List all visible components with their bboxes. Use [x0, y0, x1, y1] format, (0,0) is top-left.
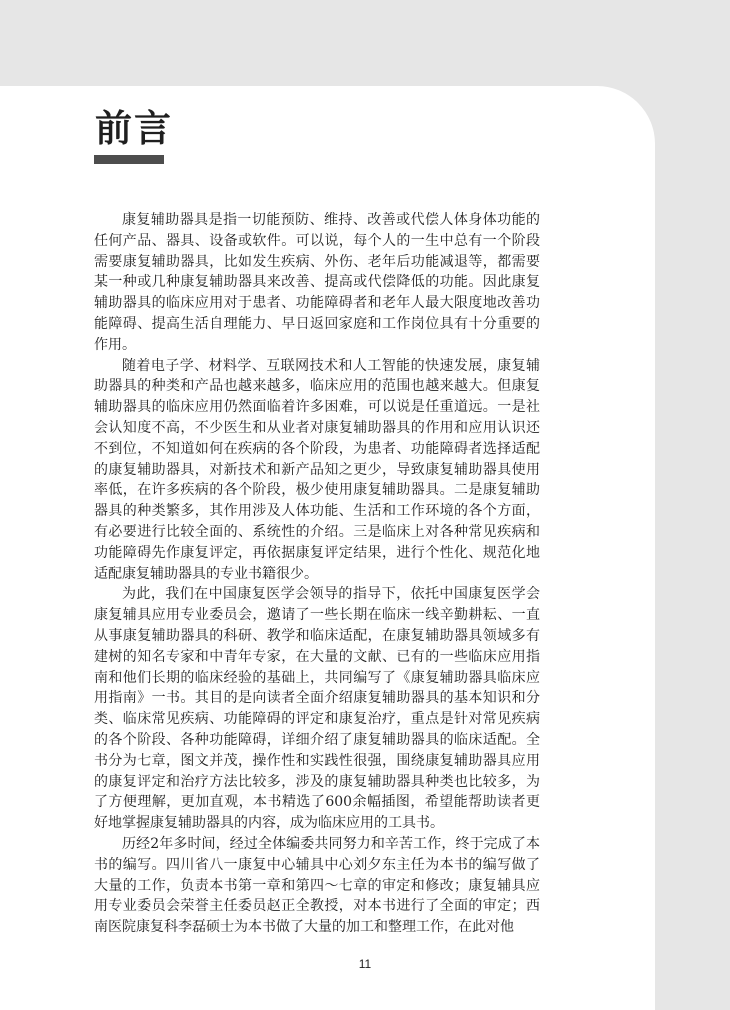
- page-number: 11: [358, 957, 372, 971]
- paragraph-4: 历经2年多时间，经过全体编委共同努力和辛苦工作，终于完成了本书的编写。四川省八一康复中心辅具中心刘夕东主任为本书的编写做了大量的工作，负责本书第一章和第四～七章的审定和修改；康复辅具应用专业委员会荣誉主任委员赵正全教授，对本书进行了全面的审定；西南医院康复科李磊硕士为本书做了大量的加工和整理工作，在此对他: [94, 835, 540, 936]
- paragraph-1: 康复辅助器具是指一切能预防、维持、改善或代偿人体身体功能的任何产品、器具、设备或软件。可以说，每个人的一生中总有一个阶段需要康复辅助器具，比如发生疾病、外伤、老年后功能减退等，都需要某一种或几种康复辅助器具来改善、提高或代偿降低的功能。因此康复辅助器具的临床应用对于患者、功能障碍者和老年人最大限度地改善功能障碍、提高生活自理能力、早日返回家庭和工作岗位具有十分重要的作用。: [94, 212, 540, 353]
- paragraph-3: 为此，我们在中国康复医学会领导的指导下，依托中国康复医学会康复辅具应用专业委员会，邀请了一些长期在临床一线辛勤耕耘、一直从事康复辅助器具的科研、教学和临床适配，在康复辅助器具领域多有建树的知名专家和中青年专家，在大量的文献、已有的一些临床应用指南和他们长期的临床经验的基础上，共同编写了《康复辅助器具临床应用指南》一书。其目的是向读者全面介绍康复辅助器具的基本知识和分类、临床常见疾病、功能障碍的评定和康复治疗，重点是针对常见疾病的各个阶段、各种功能障碍，详细介绍了康复辅助器具的临床适配。全书分为七章，图文并茂，操作性和实践性很强，围绕康复辅助器具应用的康复评定和治疗方法比较多，涉及的康复辅助器具种类也比较多，为了方便理解，更加直观，本书精选了600余幅插图，希望能帮助读者更好地掌握康复辅助器具的内容，成为临床应用的工具书。: [94, 586, 540, 832]
- paragraph-2: 随着电子学、材料学、互联网技术和人工智能的快速发展，康复辅助器具的种类和产品也越来越多，临床应用的范围也越来越大。但康复辅助器具的临床应用仍然面临着许多困难，可以说是任重道远。一是社会认知度不高，不少医生和从业者对康复辅助器具的作用和应用认识还不到位，不知道如何在疾病的各个阶段，为患者、功能障碍者选择适配的康复辅助器具，对新技术和新产品知之更少，导致康复辅助器具使用率低，在许多疾病的各个阶段，极少使用康复辅助器具。二是康复辅助器具的种类繁多，其作用涉及人体功能、生活和工作环境的各个方面，有必要进行比较全面的、系统性的介绍。三是临床上对各种常见疾病和功能障碍先作康复评定，再依据康复评定结果，进行个性化、规范化地适配康复辅助器具的专业书籍很少。: [94, 357, 540, 582]
- title-underline-bar: [94, 155, 164, 164]
- page-title: 前言: [95, 107, 173, 150]
- body-text: [94, 210, 540, 938]
